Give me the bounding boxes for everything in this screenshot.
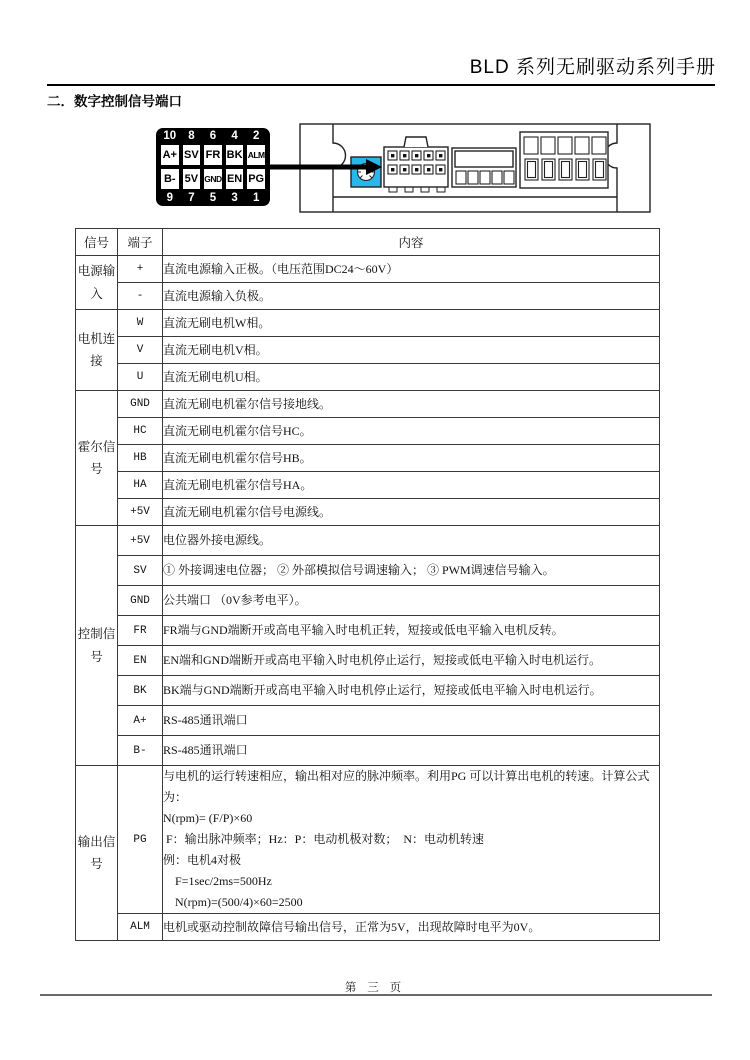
table-row (76, 706, 660, 736)
terminal-cell: PG (118, 766, 163, 914)
pin-number: 10 (163, 130, 177, 142)
pin-cell: PG (246, 168, 266, 190)
pinout-row-lower (159, 167, 267, 191)
content-cell: RS-485通讯端口 (163, 736, 660, 766)
pin-number: 4 (231, 130, 238, 142)
terminal-cell: EN (118, 646, 163, 676)
table-row (76, 445, 660, 472)
content-cell: 电位器外接电源线。 (163, 526, 660, 556)
terminal-cell: SV (118, 556, 163, 586)
pin-number: 2 (252, 130, 260, 142)
pin-cell: EN (225, 168, 245, 190)
pin-number: 5 (209, 192, 217, 204)
col-header-signal: 信号 (76, 229, 118, 256)
signal-connector-10pin (384, 147, 448, 187)
content-cell: RS-485通讯端口 (163, 706, 660, 736)
table-header-row (76, 229, 660, 256)
terminal-cell: +5V (118, 526, 163, 556)
content-cell: 直流无刷电机霍尔信号HB。 (163, 445, 660, 472)
terminal-cell: W (118, 310, 163, 337)
content-line: N(rpm)=(500/4)×60=2500 (163, 895, 303, 909)
connector-latch-tab (404, 137, 428, 147)
connector-figure (0, 118, 750, 226)
pin-cell: FR (203, 144, 223, 166)
pin-cell: GND (203, 168, 223, 190)
pin-cell: B- (160, 168, 180, 190)
content-line: N(rpm)= (F/P)×60 (163, 811, 253, 825)
terminal-cell: GND (118, 391, 163, 418)
pin-cell: ALM (246, 144, 266, 166)
pin-cell: 5V (182, 168, 202, 190)
table-row (76, 418, 660, 445)
content-cell: 直流无刷电机霍尔信号接地线。 (163, 391, 660, 418)
signal-table (75, 228, 660, 941)
table-row (76, 364, 660, 391)
table-row (76, 556, 660, 586)
col-header-content: 内容 (163, 229, 660, 256)
pinout-row-upper (159, 143, 267, 167)
content-cell (163, 766, 660, 914)
content-cell: 直流电源输入负极。 (163, 283, 660, 310)
terminal-cell: B- (118, 736, 163, 766)
table-row (76, 586, 660, 616)
signal-group-label: 控制信号 (76, 526, 118, 766)
pinout-bottom-numbers (159, 191, 267, 205)
content-cell: 公共端口 （0V参考电平）。 (163, 586, 660, 616)
terminal-cell: GND (118, 586, 163, 616)
content-cell: 直流无刷电机V相。 (163, 337, 660, 364)
content-line: 与电机的运行转速相应，输出相对应的脉冲频率。利用PG 可以计算出电机的转速。计算公式为： (163, 769, 650, 804)
signal-group-label: 电机连接 (76, 310, 118, 391)
terminal-cell: FR (118, 616, 163, 646)
col-header-terminal: 端子 (118, 229, 163, 256)
table-row (76, 472, 660, 499)
terminal-cell: U (118, 364, 163, 391)
driver-device-drawing (255, 118, 660, 218)
content-cell: 直流无刷电机U相。 (163, 364, 660, 391)
terminal-cell: BK (118, 676, 163, 706)
content-line: F：输出脉冲频率；Hz：P：电动机极对数； N：电动机转速 (163, 832, 485, 846)
table-row (76, 310, 660, 337)
table-row (76, 616, 660, 646)
content-cell: FR端与GND端断开或高电平输入时电机正转，短接或低电平输入电机反转。 (163, 616, 660, 646)
pin-number: 6 (209, 130, 217, 142)
footer-page-number: 第 三 页 (344, 982, 406, 994)
content-cell: EN端和GND端断开或高电平输入时电机停止运行，短接或低电平输入时电机运行。 (163, 646, 660, 676)
signal-group-label: 电源输入 (76, 256, 118, 310)
pinout-diagram (156, 128, 270, 206)
terminal-cell: + (118, 256, 163, 283)
pin-cell: SV (182, 144, 202, 166)
content-cell: BK端与GND端断开或高电平输入时电机停止运行，短接或低电平输入时电机运行。 (163, 676, 660, 706)
content-cell: 直流电源输入正极。（电压范围DC24～60V） (163, 256, 660, 283)
signal-group-label: 霍尔信号 (76, 391, 118, 526)
pin-cell: BK (225, 144, 245, 166)
table-row (76, 499, 660, 526)
footer-divider (40, 994, 712, 996)
table-row (76, 337, 660, 364)
table-row (76, 914, 660, 941)
terminal-cell: V (118, 337, 163, 364)
table-row (76, 766, 660, 914)
terminal-cell: HC (118, 418, 163, 445)
content-cell: 电机或驱动控制故障信号输出信号，正常为5V，出现故障时电平为0V。 (163, 914, 660, 941)
terminal-cell: +5V (118, 499, 163, 526)
terminal-cell: HB (118, 445, 163, 472)
table-row (76, 526, 660, 556)
table-row (76, 256, 660, 283)
section-title: 二．数字控制信号端口 (47, 94, 182, 109)
pin-number: 3 (231, 192, 238, 204)
content-line: F=1sec/2ms=500Hz (163, 874, 272, 888)
content-line: 例：电机4对极 (163, 853, 242, 867)
pin-number: 1 (252, 192, 260, 204)
pin-cell: A+ (160, 144, 180, 166)
connector-feet (389, 187, 445, 192)
signal-group-label: 输出信号 (76, 766, 118, 941)
terminal-cell: A+ (118, 706, 163, 736)
terminal-cell: HA (118, 472, 163, 499)
table-row (76, 646, 660, 676)
terminal-cell: - (118, 283, 163, 310)
table-row (76, 736, 660, 766)
pinout-top-numbers (159, 129, 267, 143)
page-title: BLD 系列无刷驱动系列手册 (469, 57, 716, 78)
pin-number: 7 (188, 192, 195, 204)
pin-number: 8 (188, 130, 195, 142)
table-row (76, 676, 660, 706)
content-cell: 直流无刷电机霍尔信号HA。 (163, 472, 660, 499)
content-cell: 直流无刷电机霍尔信号电源线。 (163, 499, 660, 526)
header-divider (47, 84, 715, 86)
pin-number: 9 (166, 192, 173, 204)
content-cell: 直流无刷电机霍尔信号HC。 (163, 418, 660, 445)
table-row (76, 283, 660, 310)
content-cell: ① 外接调速电位器； ② 外部模拟信号调速输入； ③ PWM调速信号输入。 (163, 556, 660, 586)
table-row (76, 391, 660, 418)
content-cell: 直流无刷电机W相。 (163, 310, 660, 337)
terminal-cell: ALM (118, 914, 163, 941)
